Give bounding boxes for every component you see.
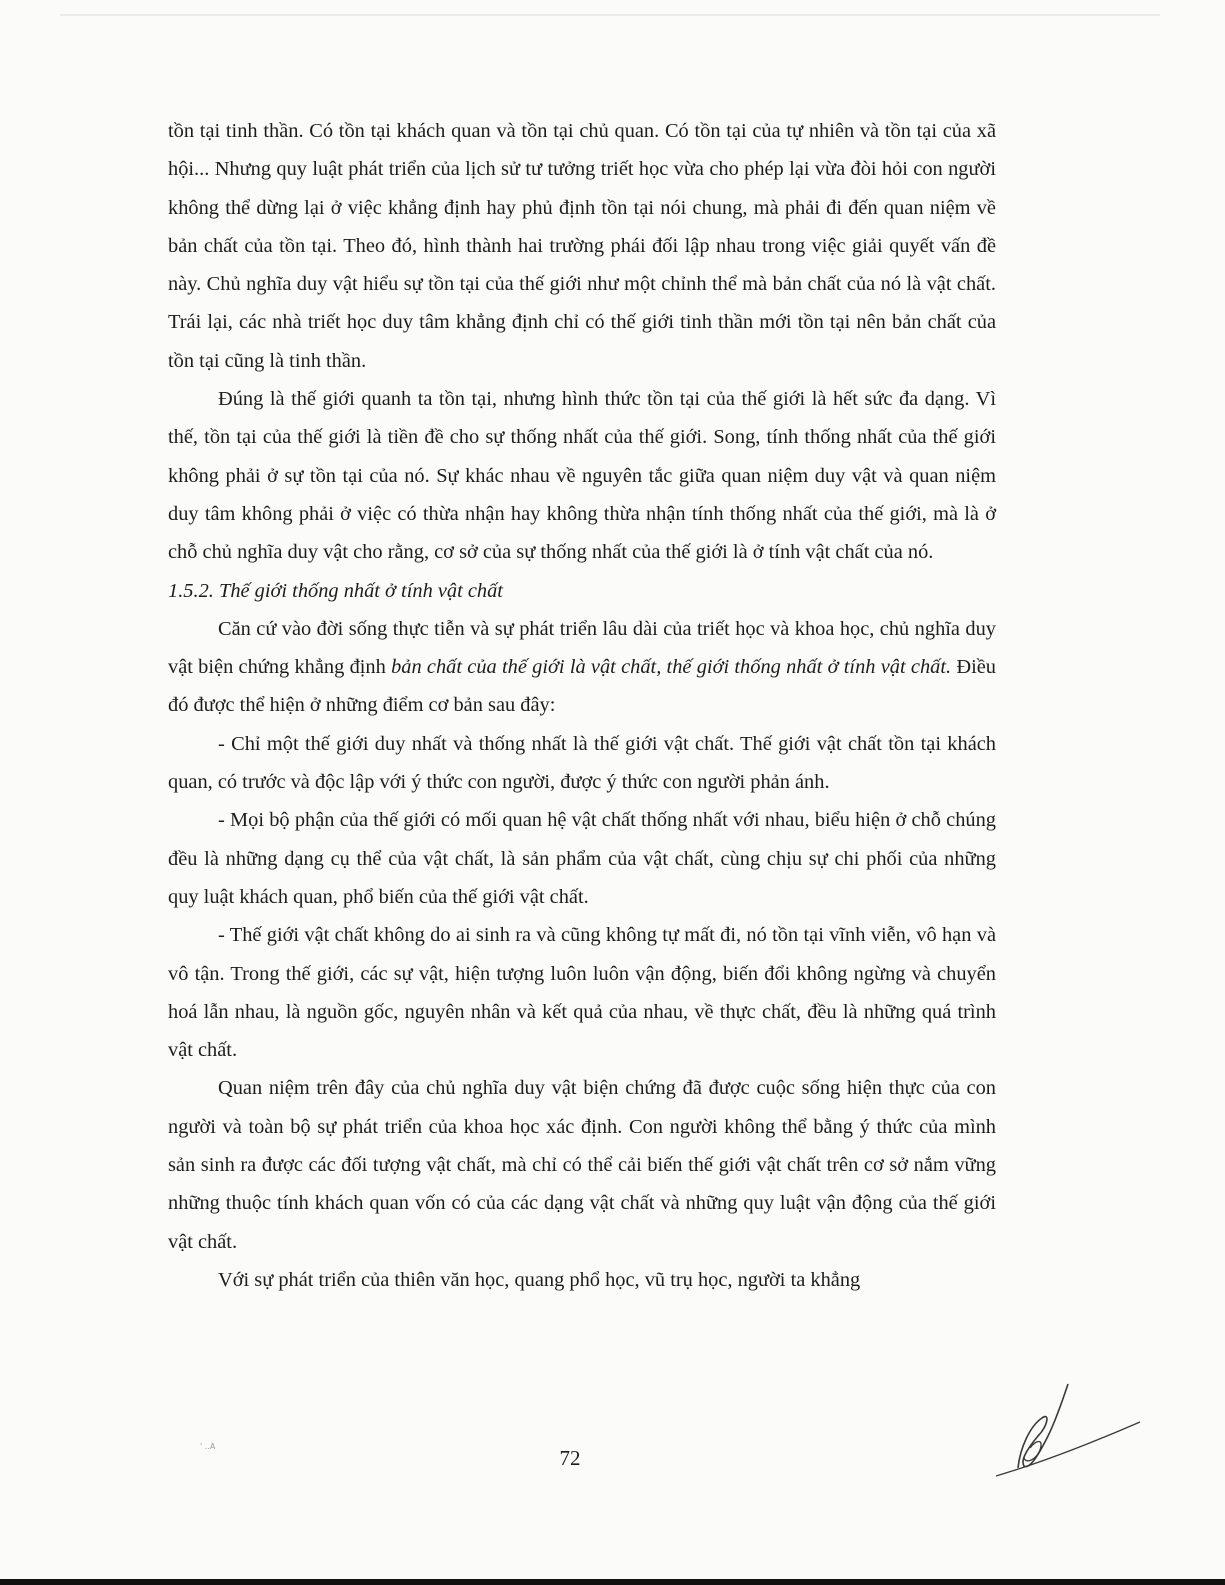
bullet-item: - Thế giới vật chất không do ai sinh ra và cũng không tự mất đi, nó tồn tại vĩnh viễn, vô hạn và vô tận. Trong thế giới, các sự vật, hiện tượng luôn luôn vận động, biến đổi không ngừng và chuyển hoá lẫn nhau, là nguồn gốc, nguyên nhân và kết quả của nhau, về thực chất, đều là những quá trình vật chất. [168, 924, 996, 1062]
scan-mark: ' ..A [200, 1442, 216, 1451]
body-text [168, 112, 996, 1299]
paragraph-text: Điều đó được thể hiện ở những điểm cơ bản sau đây: [168, 656, 996, 717]
scan-top-edge [60, 14, 1160, 16]
signature-icon [990, 1378, 1150, 1488]
page-number: 72 [559, 1446, 581, 1470]
section-heading: 1.5.2. Thế giới thống nhất ở tính vật chất [168, 579, 503, 602]
bullet-item: - Mọi bộ phận của thế giới có mối quan hệ vật chất thống nhất với nhau, biểu hiện ở chỗ chúng đều là những dạng cụ thể của vật chất, là sản phẩm của vật chất, cùng chịu sự chi phối của những quy luật khách quan, phổ biến của thế giới vật chất. [168, 809, 996, 908]
scan-bottom-edge [0, 1579, 1225, 1585]
paragraph-text: Căn cứ vào đời sống thực tiễn và sự phát triển lâu dài của triết học và khoa học, chủ nghĩa duy vật biện chứng khẳng định [168, 617, 996, 679]
bullet-item: - Chỉ một thế giới duy nhất và thống nhất là thế giới vật chất. Thế giới vật chất tồn tại khách quan, có trước và độc lập với ý thức con người, được ý thức con người phản ánh. [168, 732, 996, 794]
paragraph: tồn tại tinh thần. Có tồn tại khách quan và tồn tại chủ quan. Có tồn tại của tự nhiên và tồn tại của xã hội... Nhưng quy luật phát triển của lịch sử tư tưởng triết học vừa cho phép lại vừa đòi hỏi con người không thể dừng lại ở việc khẳng định hay phủ định tồn tại nói chung, mà phải đi đến quan niệm về bản chất của tồn tại. Theo đó, hình thành hai trường phái đối lập nhau trong việc giải quyết vấn đề này. Chủ nghĩa duy vật hiểu sự tồn tại của thế giới như một chỉnh thể mà bản chất của nó là vật chất. Trái lại, các nhà triết học duy tâm khẳng định chỉ có thế giới tinh thần mới tồn tại nên bản chất của tồn tại cũng là tinh thần. [168, 120, 996, 372]
paragraph: Đúng là thế giới quanh ta tồn tại, nhưng hình thức tồn tại của thế giới là hết sức đa dạng. Vì thế, tồn tại của thế giới là tiền đề cho sự thống nhất của thế giới. Song, tính thống nhất của thế giới không phải ở sự tồn tại của nó. Sự khác nhau về nguyên tắc giữa quan niệm duy vật và quan niệm duy tâm không phải ở việc có thừa nhận hay không thừa nhận tính thống nhất của thế giới, mà là ở chỗ chủ nghĩa duy vật cho rằng, cơ sở của sự thống nhất của thế giới là ở tính vật chất của nó. [168, 388, 996, 564]
paragraph: Với sự phát triển của thiên văn học, quang phổ học, vũ trụ học, người ta khẳng [218, 1268, 861, 1291]
emphasis-text: bản chất của thế giới là vật chất, thế giới thống nhất ở tính vật chất. [391, 656, 952, 679]
paragraph [168, 610, 996, 725]
paragraph: Quan niệm trên đây của chủ nghĩa duy vật biện chứng đã được cuộc sống hiện thực của con người và toàn bộ sự phát triển của khoa học xác định. Con người không thể bằng ý thức của mình sản sinh ra được các đối tượng vật chất, mà chỉ có thể cải biến thế giới vật chất trên cơ sở nắm vững những thuộc tính khách quan vốn có của các dạng vật chất và những quy luật vận động của thế giới vật chất. [168, 1077, 996, 1253]
